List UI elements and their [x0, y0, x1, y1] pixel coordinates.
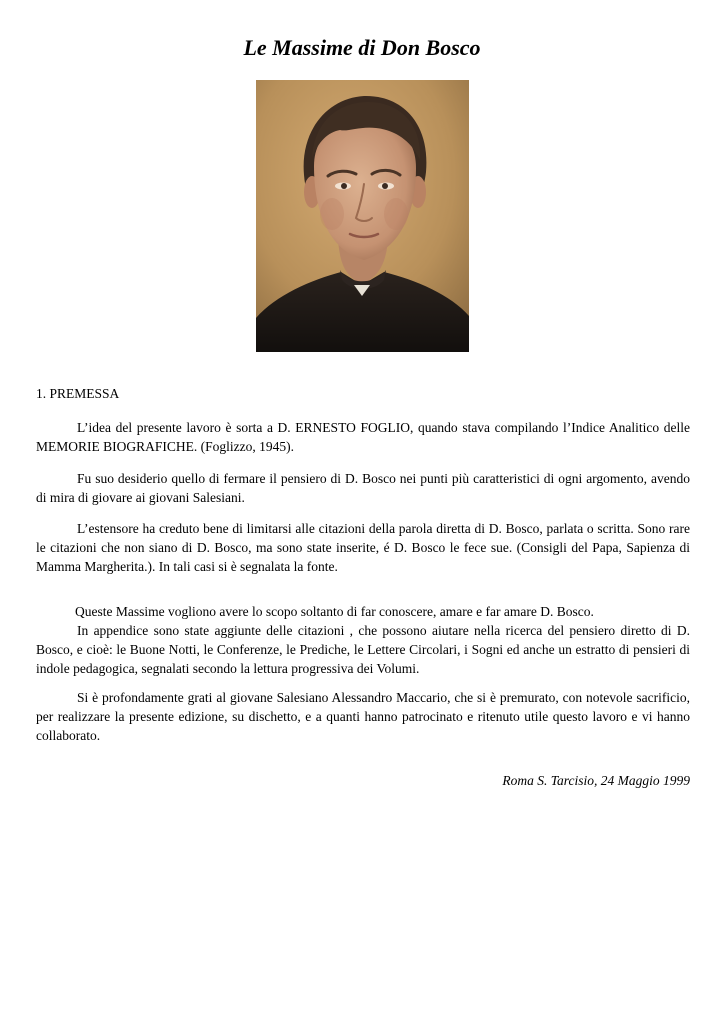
paragraph-3: L’estensore ha creduto bene di limitarsi alle citazioni della parola diretta di D. Bosco, parlata o scritta. Sono rare le citazioni che non siano di D. Bosco, ma sono state inserite, é D. Bosco le fece sue. (Consigli del Papa, Sapienza di Mamma Margherita.). In tali casi si è segnalata la fonte.	[36, 521, 690, 574]
closing-signature: Roma S. Tarcisio, 24 Maggio 1999	[502, 773, 690, 788]
document-title: Le Massime di Don Bosco	[243, 35, 481, 60]
paragraph-2: Fu suo desiderio quello di fermare il pensiero di D. Bosco nei punti più caratteristici di ogni argomento, avendo di mira di giovare ai giovani Salesiani.	[36, 471, 690, 505]
paragraph-4: Queste Massime vogliono avere lo scopo soltanto di far conoscere, amare e far amare D. Bosco.	[75, 604, 594, 619]
section-heading: 1. PREMESSA	[36, 386, 120, 401]
paragraph-1: L’idea del presente lavoro è sorta a D. ERNESTO FOGLIO, quando stava compilando l’Indice Analitico delle MEMORIE BIOGRAFICHE. (Foglizzo, 1945).	[36, 420, 690, 454]
paragraph-6: Si è profondamente grati al giovane Salesiano Alessandro Maccario, che si è premurato, con notevole sacrificio, per realizzare la presente edizione, su dischetto, e a quanti hanno patrocinato e ritenuto utile questo lavoro e vi hanno collaborato.	[36, 690, 690, 743]
paragraph-5: In appendice sono state aggiunte delle citazioni , che possono aiutare nella ricerca del pensiero diretto di D. Bosco, e cioè: le Buone Notti, le Conferenze, le Prediche, le Lettere Circolari, i Sogni ed anche un estratto di pensieri di indole pedagogica, segnalati secondo la lettura progressiva dei Volumi.	[36, 623, 690, 676]
portrait-image	[256, 80, 469, 352]
